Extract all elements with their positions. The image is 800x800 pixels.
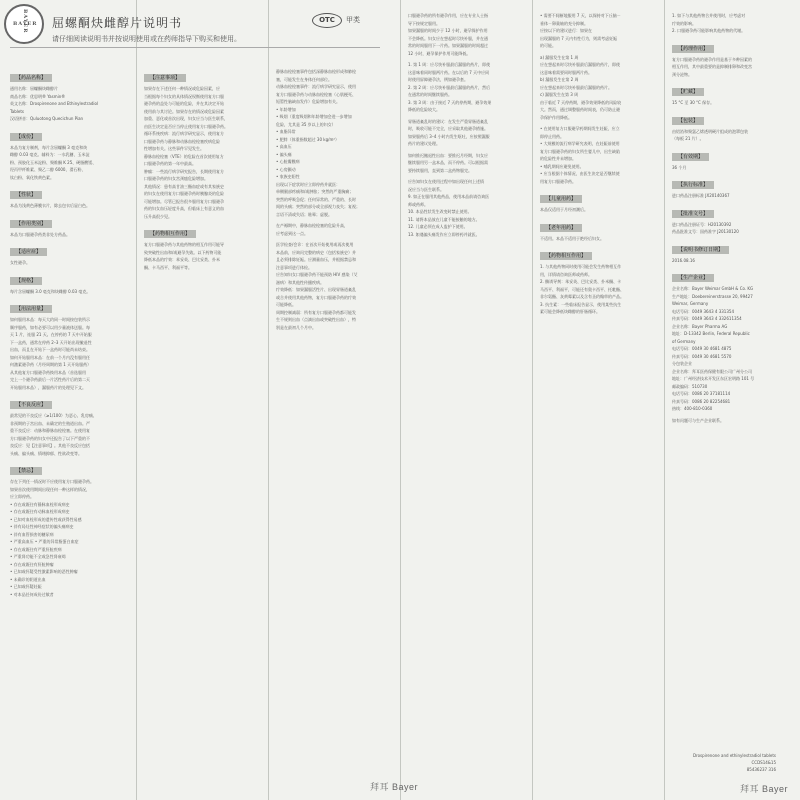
section-text-line: 疗效的影响。 xyxy=(672,20,696,26)
section-text-line: 这意味着同时服两片药。在以后的 7 天中应同 xyxy=(408,69,490,75)
section-text-line: 1. 第 1 周：应尽快补服最后漏服的药片，即使 xyxy=(408,62,491,67)
section-text-line: 即停止用药。 xyxy=(540,133,564,139)
insert-section xyxy=(672,111,788,143)
section-text-line: 用复方口服避孕药。 xyxy=(540,178,576,184)
section-heading: 【药品名称】 xyxy=(10,74,52,82)
section-text-line: 分包装企业 xyxy=(672,361,692,366)
section-text-line: 应按以下的建议进行：如果在 xyxy=(540,28,592,33)
section-text-line: 企业名称：Bayer Pharma AG xyxy=(672,323,728,329)
section-text-line: 地址：广州经济技术开发区东区宏明路 101 号 xyxy=(672,376,755,381)
fold-line xyxy=(136,0,137,800)
section-text-line: 继续服用另一盒本品，而不停药。可以根据需 xyxy=(408,160,488,165)
header-rule xyxy=(10,47,380,48)
section-heading: 【说明书修订日期】 xyxy=(672,246,729,254)
section-text-line: • 存在或既往有严重肝脏疾病 xyxy=(10,546,62,552)
section-text-line: 时使用屏障避孕法，例如避孕套。 xyxy=(408,77,468,82)
section-text-line: 马西平、利福平，可能还有奥卡西平、托吡酯、 xyxy=(540,286,624,292)
insert-section xyxy=(144,224,260,271)
section-text-line: 生产地址：Doebereinerstrasse 20, 99427 xyxy=(672,293,753,299)
section-text-line: 电话号码：0049 3643 4 331354 xyxy=(672,308,734,314)
section-text-line: • 应当根据个体情况，由医生决定是否继续使 xyxy=(540,171,620,176)
section-text-line: 别是在最初几个月中。 xyxy=(276,324,316,330)
section-text-line: 如何服用本品：每天大约同一时间按包装所示 xyxy=(10,317,90,322)
section-text-line: 可能增加。尽管已报告很多服用复方口服避孕 xyxy=(144,198,224,204)
column-6 xyxy=(672,12,788,790)
section-text-line: 企业名称：拜耳医药保健有限公司广州分公司 xyxy=(672,368,752,374)
section-heading: 【有效期】 xyxy=(672,153,709,161)
insert-section xyxy=(672,147,788,172)
section-heading: 【药理作用】 xyxy=(672,45,714,53)
section-text-line: 这意味着需要同时服两片药。 xyxy=(540,69,592,75)
section-text-line: 孕保护作用降低。 xyxy=(540,114,572,120)
section-text-line: 2016.08.16 xyxy=(672,257,695,263)
section-text-line: 时，吸收可能不完全，应采取其他避孕措施。 xyxy=(408,126,488,131)
insert-section xyxy=(408,178,524,238)
section-text-line: • 伴有局灶性神经症状的偏头痛病史 xyxy=(10,524,74,529)
section-text-line: • 血脂异常 xyxy=(276,129,296,134)
insert-section xyxy=(10,242,128,267)
section-heading: 【执行标准】 xyxy=(672,181,714,189)
insert-section xyxy=(672,240,788,265)
section-heading: 【老年用药】 xyxy=(540,224,582,232)
insert-section xyxy=(672,39,788,79)
section-text-line: 间的头痛；突然的部分或全部视力丧失；复视； xyxy=(276,204,360,209)
section-text-line: 药的妇女血压轻度升高，但临床上有意义的血 xyxy=(144,206,224,211)
fold-line xyxy=(268,0,269,800)
section-heading: 【药物相互作用】 xyxy=(144,230,196,238)
insert-section xyxy=(672,268,788,413)
section-text-line: 13. 如遇偏头痛发作应立即停药并就医。 xyxy=(408,231,480,237)
section-text-line: 复方口服避孕药与动脉血栓栓塞（心肌梗死、 xyxy=(276,91,356,97)
section-text-line: 酮、卡马西平、利福平等。 xyxy=(144,264,192,270)
section-text-line: 要持续服用，直到第二盒药物服完。 xyxy=(408,167,472,173)
section-text-line: 应立即停药。 xyxy=(10,494,34,499)
section-text-line: 存在下列任一情况时不应使用复方口服避孕药。 xyxy=(10,479,94,484)
section-text-line: 每片含屈螺酮 3.0 毫克和炔雌醇 0.03 毫克。 xyxy=(10,288,91,294)
section-text-line: • 已知或怀疑妊娠 xyxy=(10,584,42,589)
insert-section xyxy=(408,152,524,175)
section-text-line: 2. 酶诱导剂：苯妥英、巴比妥类、扑米酮、卡 xyxy=(540,279,622,284)
logo-horizontal-text: BAYER xyxy=(13,21,38,27)
insert-section xyxy=(540,54,656,122)
column-3 xyxy=(276,68,392,790)
section-text-line: • 严重高血压 • 严重的异常脂蛋白血症 xyxy=(10,539,79,544)
section-text-line: 口服避孕药的第一年中最高。 xyxy=(144,161,196,166)
section-text-line: 重不良反应：动脉和静脉血栓栓塞。在使用复 xyxy=(10,428,90,433)
insert-section xyxy=(10,299,128,391)
section-text-line: 雌醇 0.03 毫克。辅料为：一水乳糖、玉米淀 xyxy=(10,152,90,157)
section-heading: 【儿童用药】 xyxy=(540,195,582,203)
section-text-line: 复方口服避孕药与其他药物的相互作用可能导 xyxy=(144,242,224,247)
section-text-line: 传真号码：0049 30 4681 5570 xyxy=(672,353,732,359)
section-text-line: 药品批准文号：国药准字 J20130120 xyxy=(672,229,739,234)
section-text-line: 顺序服药，如有必要可以用少量液体送服。每 xyxy=(10,324,90,330)
section-text-line: 商品名称：优思明® Yasmin® xyxy=(10,93,66,99)
section-text-line: • 在使用复方口服避孕药期间发生妊娠，应立 xyxy=(540,126,620,131)
section-text-line: 从其他复方口服避孕药换用本品（首选服用 xyxy=(10,369,86,375)
section-text-line: 可能降低。 xyxy=(276,302,296,307)
insert-section xyxy=(540,218,656,243)
insert-section xyxy=(10,185,128,210)
section-text-line: 电话号码：0086 20 37181114 xyxy=(672,391,731,396)
section-text-line: 热线：400-810-0360 xyxy=(672,406,713,411)
section-text-line: 复方口服避孕药的避孕作用是基于多种因素的 xyxy=(672,56,752,62)
section-text-line: 周期控制减弱：所有复方口服避孕药都可能发 xyxy=(276,309,356,315)
section-text-line: 天 1 片，连服 21 天。在停药的 7 天中开始服 xyxy=(10,332,92,337)
section-text-line: 在产褥期中，静脉血栓栓塞的危险升高， xyxy=(276,223,348,228)
insert-section xyxy=(10,395,128,457)
section-text-line: • 年龄增加 xyxy=(276,106,296,112)
section-text-line: 胃肠道紊乱时的建议：在发生严重胃肠道紊乱 xyxy=(408,118,488,124)
section-text-line: 大。然而，通过调整服药时间表，仍可防止避 xyxy=(540,107,620,112)
section-text-line: 的危险性并未增加。 xyxy=(540,156,576,161)
section-text-line: 3. 抗生素：一些临床报告显示，使用某些抗生 xyxy=(540,301,622,307)
section-text-line: 静脉血栓栓塞事件包括深静脉血栓形成和肺栓 xyxy=(276,69,356,74)
section-text-line: 汉语拼音：Quluotong Quecichun Pian xyxy=(10,116,84,121)
section-heading: 【用法用量】 xyxy=(10,305,52,313)
insert-section xyxy=(144,68,260,220)
section-text-line: • 存在或既往有动脉血栓形成病史 xyxy=(10,509,70,514)
section-text-line: 下一盒药，通常在停药 2–3 天开始出现撤退性 xyxy=(10,339,92,345)
section-text-line: 应考虑到这一点。 xyxy=(276,230,308,236)
section-heading: 【批准文号】 xyxy=(672,210,714,218)
section-text-line: 非预期的子宫出血、未确定的生殖道出血。严 xyxy=(10,420,90,426)
section-text-line: 12 小时，避孕保护作用可能降低。 xyxy=(408,50,471,56)
section-text-line: 生不规则出血（点滴出血或突破性出血），特 xyxy=(276,317,356,322)
section-text-line: 头痛、偏头痛、情绪抑郁、性欲改变等。 xyxy=(10,450,82,456)
section-text-line: 动脉血栓栓塞事件：流行病学研究显示，使用 xyxy=(276,84,356,89)
section-text-line: 9. 如正在服用其他药品，使用本品前请咨询医 xyxy=(408,194,490,199)
section-text-line: 其他情况：患有高甘油三酯血症或有其家族史 xyxy=(144,183,224,189)
column-1 xyxy=(10,68,128,790)
insert-section xyxy=(10,461,128,598)
section-text-line: 传真号码：0049 3643 4 332611354 xyxy=(672,316,742,321)
section-text-line: • 存在或既往有肝脏肿瘤 xyxy=(10,561,54,567)
insert-section xyxy=(540,189,656,214)
section-text-line: 邮政编码：510730 xyxy=(672,383,708,389)
section-heading: 【包装】 xyxy=(672,117,704,125)
section-text-line: • 哺乳期间应避免使用。 xyxy=(540,163,584,169)
section-text-line: • 吸烟（重度吸烟和年龄增加会进一步增加 xyxy=(276,114,352,119)
section-text-line: 单侧腿部疼痛和/或肿胀；突然的严重胸痛； xyxy=(276,189,354,194)
section-text-line: 口服避孕药的妇女宫颈癌危险增加。 xyxy=(144,176,208,181)
section-text-line: 不适用。本品不适用于绝经后妇女。 xyxy=(540,235,604,241)
insert-section xyxy=(672,417,788,425)
insert-section xyxy=(408,12,524,57)
otc-badge: OTC xyxy=(312,13,342,28)
bayer-brand-footer-left: 拜耳 Bayer xyxy=(370,782,419,792)
section-text-line: 本品为复方制剂，每片含屈螺酮 3 毫克和炔 xyxy=(10,144,88,150)
section-text-line: 传真号码：0086 20 82254681 xyxy=(672,398,731,404)
section-text-line: 相互作用，其中最重要的是抑制排卵和改变宫 xyxy=(672,64,752,69)
insert-section xyxy=(10,127,128,182)
section-text-line: 应告知妇女口服避孕药不能预防 HIV 感染（艾 xyxy=(276,272,358,277)
section-text-line: 颈分泌物。 xyxy=(672,71,692,77)
section-text-line: 如何开始服用本品：在前一个月内没有服用任 xyxy=(10,354,90,360)
section-text-line: 最常见的不良反应（≥1/100）为恶心、乳房痛、 xyxy=(10,413,97,418)
section-text-line: 疗效降低：如果漏服活性片、出现胃肠道紊乱 xyxy=(276,287,356,292)
column-4 xyxy=(408,12,524,790)
section-text-line: 降低本品的疗效：苯妥英、巴比妥类、扑米 xyxy=(144,257,220,262)
section-text-line: • 偏头痛 xyxy=(276,151,292,157)
section-text-line: 钛白粉、氧化铁黄色素。 xyxy=(10,174,54,180)
section-text-line: 1. 如下与其他药物合并使用时，应考虑对 xyxy=(672,13,746,18)
section-text-line: 的可能。 xyxy=(540,43,556,48)
reading-notice: 请仔细阅读说明书并按说明使用或在药师指导下购买和使用。 xyxy=(52,35,241,43)
section-text-line: • 心房颤动 xyxy=(276,166,296,172)
insert-section xyxy=(540,246,656,316)
section-text-line: 粉、预胶化玉米淀粉、聚维酮 K 25、硬脂酸镁、 xyxy=(10,159,97,165)
document-title: 屈螺酮炔雌醇片说明书 xyxy=(52,16,183,30)
section-text-line: 滋病）和其他性传播疾病。 xyxy=(276,279,324,285)
section-text-line: 常的时间服用下一片药。如果漏服的时间超过 xyxy=(408,43,488,48)
section-text-line: 本品为口服避孕药类非处方药品。 xyxy=(10,231,70,237)
insert-section xyxy=(276,68,392,218)
section-text-line: 如果首次使用期间出现任何一种这样的情况， xyxy=(10,486,90,492)
section-heading: 【成份】 xyxy=(10,133,42,141)
section-text-line: 师或药师。 xyxy=(408,201,428,207)
section-text-line: 不会降低。妇女应在想起时尽快补服，并在通 xyxy=(408,35,488,41)
section-heading: 【不良反应】 xyxy=(10,401,52,409)
section-text-line: • 已知对血栓形成的遗传性或获得性易感 xyxy=(10,516,82,522)
insert-section xyxy=(276,222,392,237)
section-text-line: 女性避孕。 xyxy=(10,260,30,265)
section-text-line: of Germany xyxy=(672,338,696,344)
section-text-line: 如有问题可与生产企业联系。 xyxy=(672,417,724,423)
section-text-line: 进口药品注册证号：H20130392 xyxy=(672,221,732,227)
section-text-line: 药片的建议处理。 xyxy=(408,141,440,146)
section-text-line: 如果存在下述任何一种情况或危险因素，应 xyxy=(144,86,220,91)
section-text-line: 在通常的时间继续服药。 xyxy=(408,92,452,97)
section-text-line: 危险，尤其是 35 岁以上的妇女） xyxy=(276,121,336,127)
section-text-line: （每板 21 片）。 xyxy=(672,136,704,141)
section-text-line: 塞，可能发生在身体任何部位。 xyxy=(276,76,332,82)
section-text-line: 或合并使用其他药物，复方口服避孕药的疗效 xyxy=(276,294,356,300)
section-text-line: 12. 儿童必须在成人监护下使用。 xyxy=(408,224,468,229)
section-text-line: 完上一个避孕药最后一片活性药片后的第二天 xyxy=(10,377,90,382)
section-text-line: 复方口服避孕药的妇女所生婴儿中，出生缺陷 xyxy=(540,148,620,154)
section-text-line: • 肥胖（体重指数超过 30 kg/m²） xyxy=(276,136,339,142)
section-text-line: c) 漏服发生在第 3 周 xyxy=(540,92,579,97)
section-text-line: 羟丙甲纤维素、聚乙二醇 6000、滑石粉、 xyxy=(10,167,86,172)
section-heading: 【适应症】 xyxy=(10,248,47,256)
fold-line xyxy=(532,0,533,800)
fold-line xyxy=(400,0,401,800)
section-text-line: Tablets xyxy=(10,108,24,114)
insert-section xyxy=(10,68,128,123)
section-text-line: • 高血压 xyxy=(276,144,292,149)
section-text-line: 出血，而且在开始下一盒药时可能尚未结束。 xyxy=(10,347,90,352)
insert-section xyxy=(408,61,524,114)
section-text-line: • 存在或既往有静脉血栓形成病史 xyxy=(10,501,70,507)
insert-section xyxy=(10,271,128,296)
insert-section xyxy=(672,204,788,236)
section-text-line: 医学检查/会诊：在首次开始使用或再次使用 xyxy=(276,242,354,247)
section-text-line: • 未确诊的阴道出血 xyxy=(10,576,46,582)
section-text-line: • 伴有血管损害的糖尿病 xyxy=(10,531,54,537)
section-text-line: • 需要不间断地服用 7 天，以保持对下丘脑－ xyxy=(540,13,621,18)
section-text-line: • 已知或怀疑受性激素影响的恶性肿瘤 xyxy=(10,569,78,574)
section-text-line: 当根据每个妇女的具体情况权衡使用复方口服 xyxy=(144,93,224,99)
product-english-name: Drospirenone and ethinylestradiol tablets xyxy=(692,753,776,758)
section-text-line: 循环系统疾病：流行病学研究显示，使用复方 xyxy=(144,131,224,136)
section-heading: 【作用类别】 xyxy=(10,220,52,228)
insert-section xyxy=(672,12,788,35)
section-text-line: 口服避孕药与静脉和动脉血栓栓塞疾病危险 xyxy=(144,138,220,144)
section-text-line: 言语不清或失语；眩晕；虚脱。 xyxy=(276,211,332,217)
section-heading: 【生产企业】 xyxy=(672,274,714,282)
section-text-line: 口服避孕药的所有避孕作用，应在专业人士指 xyxy=(408,13,488,18)
insert-section xyxy=(408,118,524,148)
insert-section xyxy=(672,175,788,200)
section-text-line: 地址：D-13342 Berlin, Federal Republic xyxy=(672,331,750,336)
section-text-line: 素可能会降低炔雌醇的肝肠循环。 xyxy=(540,309,600,314)
section-text-line: • 对本品任何成份过敏者 xyxy=(10,591,54,597)
section-text-line: 应告知妇女在使用过程中如出现任何上述情 xyxy=(408,179,484,184)
section-text-line: 压升高很少见。 xyxy=(144,213,172,219)
otc-class-label: 甲类 xyxy=(346,16,360,24)
ccds-code: CCDS14&15 xyxy=(751,760,776,765)
fold-line xyxy=(664,0,665,800)
section-text-line: 导下按规定服用。 xyxy=(408,20,440,26)
section-text-line: 突然的呼吸急促；任何异常的、严重的、长时 xyxy=(276,196,356,202)
section-text-line: • 严重肾功能不全或急性肾衰竭 xyxy=(10,554,66,559)
section-text-line: 如果漏服的时间少于 12 小时，避孕保护作用 xyxy=(408,28,488,33)
section-text-line: Weimar, Germany xyxy=(672,301,709,306)
section-text-line: • 家族史阳性 xyxy=(276,174,300,179)
section-text-line: 垂体－卵巢轴的充分抑制。 xyxy=(540,20,588,26)
section-text-line: 使用前与其讨论。如果存在的情况或危险因素 xyxy=(144,108,224,114)
section-text-line: a) 漏服发生在第 1 周 xyxy=(540,54,579,60)
section-text-line: 降低的危险较大。 xyxy=(408,107,440,112)
section-text-line: b) 漏服发生在第 2 周 xyxy=(540,77,579,82)
section-text-line: 非尔氨酯、灰黄霉素以及含有圣约翰草的产品。 xyxy=(540,294,624,299)
section-text-line: 静脉血栓栓塞（VTE）的危险在首次使用复方 xyxy=(144,153,224,159)
section-heading: 【药物相互作用】 xyxy=(540,252,592,260)
section-text-line: 由铝箔和聚氯乙烯透明硬片组成的泡罩包装 xyxy=(672,128,748,134)
insert-section xyxy=(672,82,788,107)
column-2 xyxy=(144,68,260,790)
section-text-line: • 心脏瓣膜病 xyxy=(276,159,300,164)
insert-section xyxy=(540,125,656,185)
section-text-line: 出现以下症状时应立即停药并就医： xyxy=(276,181,340,187)
section-text-line: 本品前，应询问完整的病史（包括家族史）并 xyxy=(276,249,356,255)
insert-section xyxy=(540,12,656,50)
section-text-line: 2. 第 2 周：应尽快补服最后漏服的药片，然后 xyxy=(408,84,491,90)
section-heading: 【注意事项】 xyxy=(144,74,186,82)
section-text-line: 良反应：见【注意事项】。其他不良反应包括 xyxy=(10,443,90,448)
bayer-cross-logo xyxy=(4,4,44,44)
section-heading: 【规格】 xyxy=(10,277,42,285)
section-text-line: 通用名称：屈螺酮炔雌醇片 xyxy=(10,86,58,91)
section-text-line: 方口服避孕药的妇女中还报告了以下严重的不 xyxy=(10,435,90,441)
column-5 xyxy=(540,12,656,790)
material-code: 85436237 316 xyxy=(746,767,776,772)
section-text-line: 且必须排除妊娠。应测量血压，并根据禁忌和 xyxy=(276,257,356,262)
bayer-brand-footer-right: 拜耳 Bayer xyxy=(740,784,789,794)
section-text-line: 短暂性脑缺血发作）危险增加有关。 xyxy=(276,99,340,104)
section-heading: 【性状】 xyxy=(10,191,42,199)
section-text-line: 应在想起来时尽快补服最后漏服的药片。 xyxy=(540,84,612,90)
section-text-line: 致突破性出血和/或避孕失败。以下药物可能 xyxy=(144,249,222,255)
insert-section xyxy=(276,241,392,331)
section-text-line: 避孕药的益处与可能的危险，并在其决定开始 xyxy=(144,101,224,106)
section-text-line: 15 °C 至 30 °C 保存。 xyxy=(672,100,715,105)
section-text-line: 开始服用本品），漏服药片的处理见下文。 xyxy=(10,384,86,390)
section-text-line: 应在想起来时尽快补服最后漏服的药片，即使 xyxy=(540,62,620,67)
section-text-line: 何激素避孕药（月经周期的第 1 天开始服药） xyxy=(10,362,92,367)
section-text-line: 本品为浅黄色薄膜衣片，除去包衣后显白色。 xyxy=(10,203,90,208)
section-text-line: 1. 与其他药物同时使用可能会发生药物相互作 xyxy=(540,264,622,269)
section-text-line: • 大规模的流行病学研究表明，在妊娠前使用 xyxy=(540,141,620,146)
section-text-line: 出现漏服的 7 天内有性行为，则需考虑妊娠 xyxy=(540,35,618,41)
section-text-line: 电话号码：0049 30 4681 4875 xyxy=(672,346,732,351)
section-text-line: 用，详情请咨询医师或药师。 xyxy=(540,271,592,277)
section-text-line: 由于临近 7 天停药期，避孕效果降低的风险较 xyxy=(540,99,622,105)
section-text-line: 况应当与医生联系。 xyxy=(408,186,444,192)
section-heading: 【禁忌】 xyxy=(10,467,42,475)
section-text-line: 如果服药后 3–4 小时内发生呕吐，应按照漏服 xyxy=(408,133,490,139)
section-text-line: 2. 口服避孕药可能影响其他药物的代谢。 xyxy=(672,28,746,33)
insert-section xyxy=(10,214,128,239)
section-text-line: 36 个月 xyxy=(672,164,687,170)
logo-vertical-text: BAYER xyxy=(22,9,28,34)
section-text-line: 10. 本品性状发生改变时禁止使用。 xyxy=(408,209,472,214)
section-text-line: 3. 第 3 周：由于接近 7 天的停药期，避孕效果 xyxy=(408,99,492,105)
section-heading: 【贮藏】 xyxy=(672,88,704,96)
section-text-line: 注意事项进行体检。 xyxy=(276,264,312,270)
section-text-line: 肿瘤：一些流行病学研究报告，长期使用复方 xyxy=(144,168,224,174)
section-text-line: 性增加有关。这些事件罕见发生。 xyxy=(144,146,204,151)
section-text-line: 本品仅适用于月经初潮后。 xyxy=(540,207,588,212)
section-text-line: 如何推迟撤退性出血：要推迟月经期，妇女应 xyxy=(408,152,488,158)
section-text-line: 由医生决定是否应当停止使用复方口服避孕药。 xyxy=(144,123,228,129)
section-text-line: 加重、恶化或首次出现，妇女应当与医生联系， xyxy=(144,116,228,121)
section-text-line: 的妇女在使用复方口服避孕药时胰腺炎的危险 xyxy=(144,191,224,196)
product-code-block xyxy=(660,752,776,773)
section-text-line: 11. 请将本品放在儿童不能接触的地方。 xyxy=(408,216,480,222)
section-text-line: 进口药品注册标准 JX20140367 xyxy=(672,193,730,198)
section-text-line: 英文名称：Drospirenone and Ethinylestradiol xyxy=(10,101,99,106)
section-text-line: 企业名称：Bayer Weimar GmbH & Co. KG xyxy=(672,286,754,291)
